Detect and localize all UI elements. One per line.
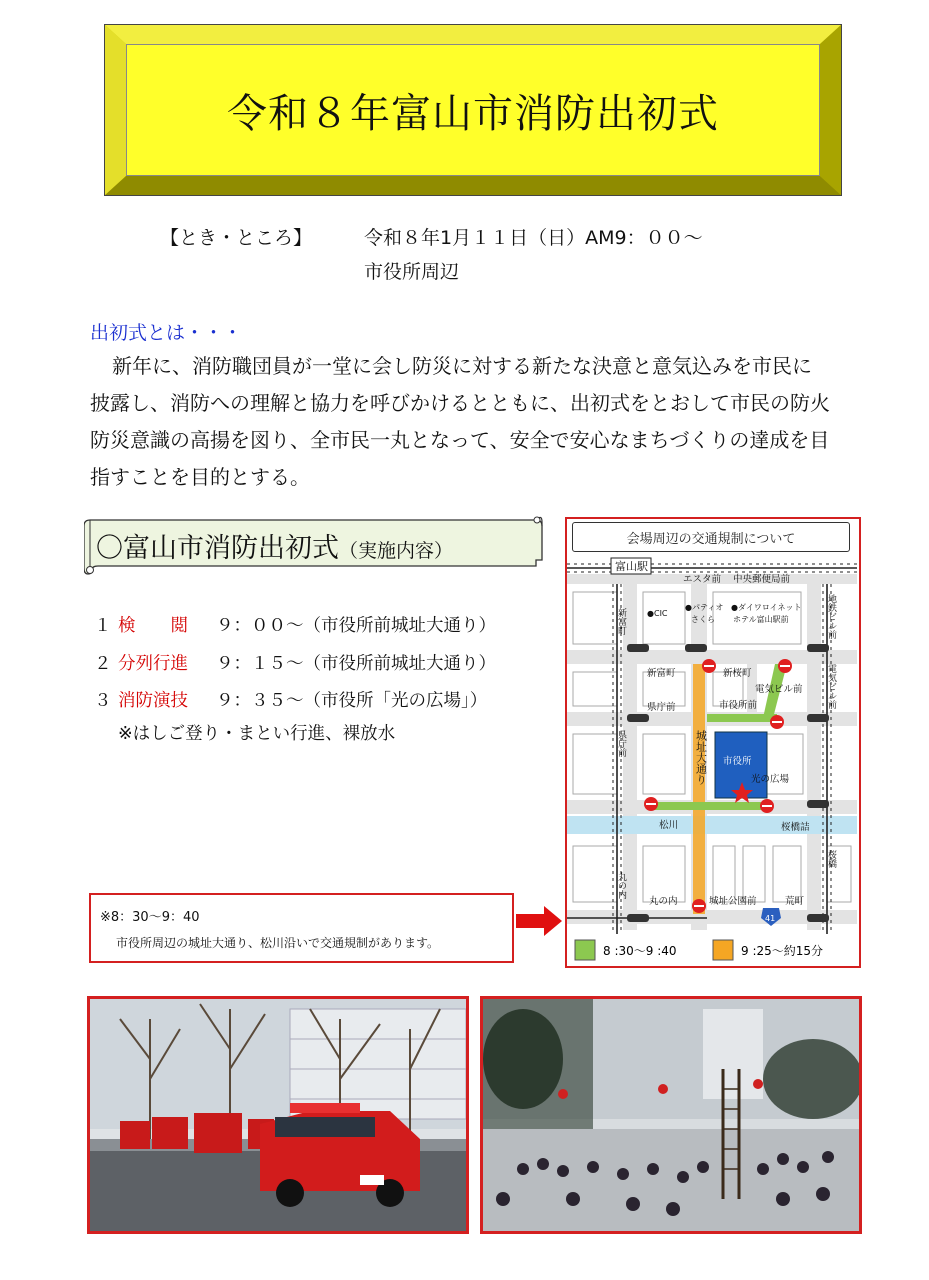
map-label-station: 富山駅 xyxy=(615,560,648,573)
map-label-hikari: 光の広場 xyxy=(751,774,790,785)
program-item-num: ３ xyxy=(94,691,112,711)
notice-time: ※8：30～9：40 xyxy=(100,910,200,925)
arrow-right-icon xyxy=(516,906,562,936)
program-heading-main: 〇富山市消防出初式 xyxy=(96,533,339,564)
map-label-kencho-v: 県庁前 xyxy=(616,730,626,757)
legend-regulation-2: 9 :25～約15分 xyxy=(741,944,824,958)
map-label-route: 41 xyxy=(765,914,776,923)
page-title: 令和８年富山市消防出初式 xyxy=(227,90,719,137)
program-note: ※はしご登り・まとい行進、裸放水 xyxy=(118,724,396,744)
map-label-sakurabashi: 桜橋詰 xyxy=(781,822,810,833)
map-drawing xyxy=(567,554,859,966)
photo-fire-trucks xyxy=(87,996,469,1234)
map-label-shiyakusho-mae: 市役所前 xyxy=(719,700,758,711)
traffic-notice-box xyxy=(89,893,514,963)
program-item xyxy=(94,612,496,637)
map-label-aramachi: 荒町 xyxy=(785,896,805,907)
map-label-denki-v: 電気ビル前 xyxy=(826,664,836,709)
program-item-label: 消防演技 xyxy=(118,691,188,711)
program-item-time: ９：３５～（市役所「光の広場」） xyxy=(216,691,488,711)
event-date: 令和８年1月１１日（日）AM9：００～ xyxy=(364,227,703,249)
program-item-label: 検 閲 xyxy=(118,616,188,636)
map-label-joshi: 城址大通り xyxy=(694,730,708,785)
map-label-denki: 電気ビル前 xyxy=(755,684,803,695)
map-label-park: 城址公園前 xyxy=(709,896,757,907)
program-heading-sub: （実施内容） xyxy=(339,540,454,562)
map-label-esta: エスタ前 xyxy=(683,574,722,585)
program-item xyxy=(94,687,487,712)
program-item xyxy=(94,650,496,675)
map-label-shintomi: 新富町 xyxy=(647,668,676,679)
map-label-kencho: 県庁前 xyxy=(647,702,676,713)
legend-regulation-1: 8 :30～9 :40 xyxy=(603,944,677,958)
program-item-num: １ xyxy=(94,616,112,636)
map-label-chitetsu: 地鉄ビル前 xyxy=(826,594,836,639)
map-label-sakura: さくら xyxy=(691,615,715,624)
title-panel xyxy=(104,24,842,196)
notice-text: 市役所周辺の城址大通り、松川沿いで交通規制があります。 xyxy=(116,936,440,950)
map-label-cic: ●CIC xyxy=(647,609,668,618)
intro-body: 新年に、消防職団員が一堂に会し防災に対する新たな決意と意気込みを市民に披露し、消防への理解と協力を呼びかけるとともに、出初式をとおして市民の防火防災意識の高揚を図り、全市民一丸となって、安全で安心なまちづくりの達成を目指すことを目的とする。 xyxy=(90,354,830,489)
program-item-label: 分列行進 xyxy=(118,654,188,674)
map-label-shiyakusho: 市役所 xyxy=(723,756,752,767)
intro-heading: 出初式とは・・・ xyxy=(90,322,243,344)
program-item-num: ２ xyxy=(94,654,112,674)
program-item-time: ９：００～（市役所前城址大通り） xyxy=(216,616,496,636)
map-label-marunouchi: 丸の内 xyxy=(649,896,678,907)
event-place: 市役所周辺 xyxy=(364,261,460,283)
map-label-matsukawa: 松川 xyxy=(659,820,679,831)
when-where-label: 【とき・ところ】 xyxy=(160,227,313,249)
map-label-pattio: ●パティオ xyxy=(685,603,724,612)
map-label-shintomi-v: 新富町 xyxy=(616,608,626,635)
title-face xyxy=(126,44,820,176)
map-label-post: 中央郵便局前 xyxy=(733,574,791,585)
map-label-hotel: ホテル富山駅前 xyxy=(733,615,789,624)
map-label-shinsakura: 新桜町 xyxy=(723,668,752,679)
program-heading xyxy=(96,526,453,565)
map-label-daiwa: ●ダイワロイネット xyxy=(731,603,802,612)
photo-ladder-performance xyxy=(480,996,862,1234)
map-label-marunouchi-v: 丸の内 xyxy=(616,872,626,899)
program-item-time: ９：１５～（市役所前城址大通り） xyxy=(216,654,496,674)
map-title: 会場周辺の交通規制について xyxy=(572,522,850,552)
map-label-sakurabashi-v: 桜橋 xyxy=(826,850,836,868)
